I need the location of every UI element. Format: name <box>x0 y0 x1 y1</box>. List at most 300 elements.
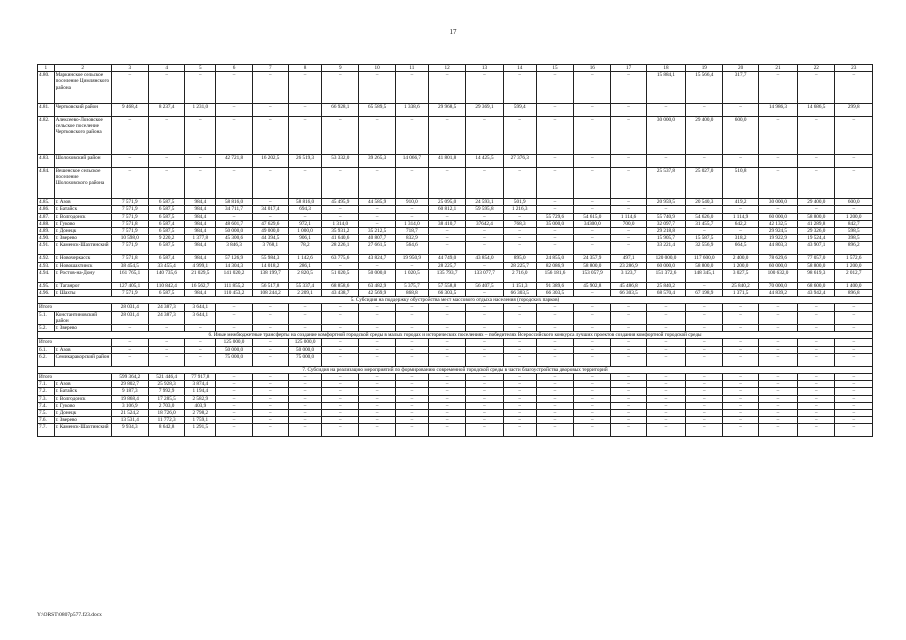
table-cell: – <box>723 381 758 388</box>
row-name: г. Зверево <box>54 417 111 424</box>
table-cell: 25 537,8 <box>646 167 685 199</box>
table-cell: – <box>322 402 359 409</box>
table-row <box>38 282 873 289</box>
table-cell: – <box>216 417 252 424</box>
table-cell: 16 202,5 <box>252 154 288 167</box>
column-header: 22 <box>798 65 835 72</box>
table-cell: 906,1 <box>288 235 321 242</box>
table-cell: – <box>536 72 573 104</box>
table-cell: – <box>574 154 611 167</box>
table-cell: – <box>835 325 873 332</box>
table-cell: – <box>574 402 611 409</box>
table-cell: – <box>686 325 723 332</box>
table-cell: – <box>686 374 723 381</box>
row-name: Алексеево-Лозовское сельское поселение Чертковского района <box>54 116 111 154</box>
table-cell: 14 425,5 <box>466 154 503 167</box>
table-cell: 34 017,4 <box>252 206 288 213</box>
row-number: 4.80. <box>38 72 55 104</box>
table-cell: – <box>503 410 536 417</box>
table-cell: – <box>288 410 321 417</box>
table-cell: – <box>574 424 611 437</box>
table-cell: – <box>686 402 723 409</box>
table-cell: – <box>395 410 428 417</box>
table-cell: – <box>798 346 835 353</box>
table-cell: – <box>216 304 252 311</box>
table-cell: 55 984,3 <box>252 255 288 262</box>
table-cell: 8 642,8 <box>148 424 184 437</box>
table-cell: – <box>646 410 685 417</box>
table-cell: – <box>611 116 646 154</box>
table-cell: – <box>252 410 288 417</box>
row-number: 4.89. <box>38 228 55 235</box>
table-cell: – <box>111 346 148 353</box>
table-cell: – <box>536 304 573 311</box>
row-name: г. Батайск <box>54 388 111 395</box>
section-heading: 5. Субсидия на поддержку обустройства мест массового отдыха населения (городских парков) <box>38 297 873 304</box>
row-number: 7.6. <box>38 417 55 424</box>
table-cell: – <box>758 154 797 167</box>
table-cell: 43 854,0 <box>466 255 503 262</box>
table-cell: – <box>611 325 646 332</box>
table-cell: – <box>536 154 573 167</box>
table-cell: – <box>686 154 723 167</box>
table-cell: – <box>428 381 465 388</box>
table-cell: – <box>466 395 503 402</box>
table-cell: – <box>574 417 611 424</box>
table-cell: – <box>466 262 503 269</box>
table-cell: 44 585,9 <box>359 199 395 206</box>
table-cell: – <box>395 381 428 388</box>
row-number: 4.95. <box>38 282 55 289</box>
table-cell: – <box>686 388 723 395</box>
table-cell: – <box>252 167 288 199</box>
table-cell: – <box>288 311 321 324</box>
table-cell: – <box>574 304 611 311</box>
table-cell: 151 372,6 <box>646 269 685 282</box>
table-cell: 125 000,0 <box>216 339 252 346</box>
table-cell: – <box>428 402 465 409</box>
table-cell: – <box>536 116 573 154</box>
table-cell: – <box>428 353 465 366</box>
column-header: 17 <box>611 65 646 72</box>
table-cell: 51 020,5 <box>322 269 359 282</box>
table-cell: – <box>395 325 428 332</box>
table-cell: – <box>611 199 646 206</box>
table-cell: 664,5 <box>723 242 758 255</box>
table-row <box>38 262 873 269</box>
table-cell: – <box>216 374 252 381</box>
total-row <box>38 304 873 311</box>
table-cell: 42 721,8 <box>216 154 252 167</box>
table-cell: 66 303,5 <box>611 290 646 297</box>
table-cell: 27 661,5 <box>359 242 395 255</box>
row-number: 4.96. <box>38 290 55 297</box>
table-cell: 18 726,0 <box>148 410 184 417</box>
table-cell: – <box>359 72 395 104</box>
table-cell: – <box>359 339 395 346</box>
row-number: 4.83. <box>38 154 55 167</box>
table-cell: 50 000,0 <box>216 228 252 235</box>
table-cell: – <box>322 388 359 395</box>
table-cell: 48 601,7 <box>216 220 252 227</box>
table-cell: 3 874,4 <box>185 381 216 388</box>
table-cell: 1 142,6 <box>288 255 321 262</box>
table-cell: – <box>395 213 428 220</box>
table-cell: – <box>611 154 646 167</box>
table-cell: 7 992,9 <box>148 388 184 395</box>
table-cell: – <box>466 417 503 424</box>
table-cell: – <box>466 116 503 154</box>
table-cell: 3 644,1 <box>185 304 216 311</box>
table-cell: 600,0 <box>835 199 873 206</box>
table-cell: 19 524,4 <box>798 235 835 242</box>
table-cell: – <box>503 228 536 235</box>
table-cell: – <box>574 395 611 402</box>
table-cell: – <box>216 311 252 324</box>
row-name: г. Азов <box>54 381 111 388</box>
table-cell: – <box>428 417 465 424</box>
table-cell: – <box>758 402 797 409</box>
table-cell: – <box>646 388 685 395</box>
table-cell: 910,0 <box>395 199 428 206</box>
table-cell: 120 000,0 <box>646 255 685 262</box>
table-row <box>38 242 873 255</box>
row-number: 4.88. <box>38 220 55 227</box>
table-cell: 1 216,3 <box>503 206 536 213</box>
table-cell: – <box>359 353 395 366</box>
table-cell: – <box>611 235 646 242</box>
table-cell: 13 531,4 <box>111 417 148 424</box>
table-cell: – <box>252 103 288 116</box>
table-cell: – <box>798 388 835 395</box>
table-cell: – <box>503 213 536 220</box>
table-cell: 29 802,7 <box>111 381 148 388</box>
table-cell: – <box>574 103 611 116</box>
table-cell: – <box>536 242 573 255</box>
table-cell: – <box>466 353 503 366</box>
table-cell: – <box>798 72 835 104</box>
table-cell: 68 600,0 <box>798 282 835 289</box>
table-cell: 3 846,3 <box>216 242 252 255</box>
table-cell: 868,8 <box>395 290 428 297</box>
table-cell: – <box>466 242 503 255</box>
header-row <box>38 65 873 72</box>
table-cell: – <box>646 417 685 424</box>
table-cell: – <box>503 395 536 402</box>
row-number: 7.4. <box>38 402 55 409</box>
column-header: 13 <box>466 65 503 72</box>
table-cell: – <box>723 353 758 366</box>
table-cell: – <box>322 304 359 311</box>
column-header: 19 <box>686 65 723 72</box>
table-cell: – <box>322 213 359 220</box>
table-cell: 50 000,0 <box>216 346 252 353</box>
table-cell: – <box>148 325 184 332</box>
table-cell: – <box>686 410 723 417</box>
table-cell: – <box>686 353 723 366</box>
table-cell: – <box>359 346 395 353</box>
table-row <box>38 167 873 199</box>
table-cell: 299,8 <box>835 103 873 116</box>
table-cell: – <box>758 410 797 417</box>
table-cell: 49 000,0 <box>252 228 288 235</box>
table-cell: 31 455,7 <box>686 220 723 227</box>
table-cell: – <box>503 353 536 366</box>
row-name: г. Каменск-Шахтинский <box>54 424 111 437</box>
table-cell: 100 632,0 <box>758 269 797 282</box>
table-cell: 2 209,1 <box>288 290 321 297</box>
table-cell: – <box>723 395 758 402</box>
row-name: г. Зверево <box>54 325 111 332</box>
table-cell: 6 587,4 <box>148 255 184 262</box>
table-cell: 24 387,3 <box>148 304 184 311</box>
table-cell: 60 812,1 <box>428 206 465 213</box>
table-cell: – <box>798 410 835 417</box>
table-cell: – <box>359 220 395 227</box>
table-cell: – <box>288 424 321 437</box>
table-cell: 6 587,5 <box>148 199 184 206</box>
table-cell: 6 587,5 <box>148 213 184 220</box>
table-cell: 7 571,8 <box>111 255 148 262</box>
table-cell: – <box>503 402 536 409</box>
table-cell: 984,4 <box>185 228 216 235</box>
table-cell: – <box>395 167 428 199</box>
table-cell: 58 800,0 <box>686 262 723 269</box>
table-cell: – <box>216 395 252 402</box>
table-cell: – <box>835 311 873 324</box>
table-cell: – <box>503 167 536 199</box>
row-number: 6.2. <box>38 353 55 366</box>
table-cell: – <box>758 374 797 381</box>
table-cell: – <box>111 167 148 199</box>
table-cell: – <box>216 72 252 104</box>
table-cell: 37642,4 <box>466 220 503 227</box>
table-cell: – <box>185 167 216 199</box>
table-cell: – <box>723 228 758 235</box>
table-cell: 2 400,0 <box>723 255 758 262</box>
table-cell: 2 820,5 <box>288 269 321 282</box>
table-cell: – <box>185 353 216 366</box>
table-cell: – <box>646 206 685 213</box>
table-cell: 33 221,4 <box>646 242 685 255</box>
table-cell: – <box>395 402 428 409</box>
table-cell: – <box>288 388 321 395</box>
table-cell: – <box>611 103 646 116</box>
table-cell: – <box>395 395 428 402</box>
table-cell: – <box>723 388 758 395</box>
table-cell: 1 200,0 <box>835 262 873 269</box>
table-cell: 30 000,0 <box>758 199 797 206</box>
table-cell: – <box>288 395 321 402</box>
table-row <box>38 206 873 213</box>
section-heading: 6. Иные межбюджетные трансферты на создание комфортной городской среды в малых городах и исторических поселениях – победителях Всероссийского конкурса лучших проектов создания комфортной городской среды <box>38 332 873 339</box>
column-header: 4 <box>148 65 184 72</box>
table-cell: – <box>611 72 646 104</box>
table-cell: 6 587,5 <box>148 290 184 297</box>
table-cell: – <box>288 167 321 199</box>
table-cell: – <box>359 262 395 269</box>
table-cell: 25 928,3 <box>148 381 184 388</box>
table-cell: 984,4 <box>185 220 216 227</box>
table-cell: 2 012,7 <box>835 269 873 282</box>
row-name: Шолоховский район <box>54 154 111 167</box>
table-cell: 44 839,2 <box>758 290 797 297</box>
column-header: 15 <box>536 65 573 72</box>
table-cell: – <box>611 381 646 388</box>
table-cell: – <box>835 339 873 346</box>
row-number: 7.2. <box>38 388 55 395</box>
table-cell: – <box>216 167 252 199</box>
table-cell: 54 626,0 <box>686 213 723 220</box>
table-cell: 58 816,0 <box>216 199 252 206</box>
table-cell: – <box>536 388 573 395</box>
table-cell: – <box>835 388 873 395</box>
table-cell: – <box>646 311 685 324</box>
table-cell: 140 735,6 <box>148 269 184 282</box>
table-cell: 66 928,1 <box>322 103 359 116</box>
table-cell: – <box>322 346 359 353</box>
table-cell: – <box>536 381 573 388</box>
table-cell: 318,2 <box>723 235 758 242</box>
table-cell: 40 807,7 <box>359 235 395 242</box>
table-cell: – <box>395 374 428 381</box>
table-cell: – <box>536 410 573 417</box>
table-cell: – <box>111 116 148 154</box>
table-cell: 29 369,1 <box>466 103 503 116</box>
table-cell: – <box>723 206 758 213</box>
table-cell: 642,2 <box>723 220 758 227</box>
table-cell: – <box>835 167 873 199</box>
table-row <box>38 255 873 262</box>
table-cell: 135 793,7 <box>428 269 465 282</box>
table-cell: – <box>758 339 797 346</box>
table-cell: – <box>798 395 835 402</box>
table-cell: – <box>466 290 503 297</box>
table-cell: – <box>322 116 359 154</box>
table-cell: 29 924,5 <box>758 228 797 235</box>
column-header: 14 <box>503 65 536 72</box>
table-cell: – <box>758 395 797 402</box>
table-cell: 7 571,9 <box>111 199 148 206</box>
table-cell: – <box>574 410 611 417</box>
table-cell: – <box>428 235 465 242</box>
table-cell: – <box>798 116 835 154</box>
table-cell: 2 798,2 <box>185 410 216 417</box>
table-cell: – <box>686 282 723 289</box>
table-cell: 42 132,5 <box>758 220 797 227</box>
table-cell: 1 231,0 <box>185 103 216 116</box>
table-cell: 419,2 <box>723 199 758 206</box>
table-cell: – <box>798 167 835 199</box>
table-cell: – <box>686 381 723 388</box>
table-cell: – <box>536 395 573 402</box>
row-name: г. Гуково <box>54 402 111 409</box>
section-heading-row <box>38 297 873 304</box>
table-cell: 21 029,5 <box>185 269 216 282</box>
table-cell: – <box>322 167 359 199</box>
table-cell: – <box>359 213 395 220</box>
table-cell: – <box>574 242 611 255</box>
table-cell: – <box>428 311 465 324</box>
table-cell: 43 907,1 <box>798 242 835 255</box>
table-cell: – <box>758 206 797 213</box>
table-cell: – <box>611 206 646 213</box>
table-row <box>38 424 873 437</box>
table-cell: 598,5 <box>835 228 873 235</box>
table-cell: 54 615,0 <box>574 213 611 220</box>
table-cell: – <box>646 339 685 346</box>
table-cell: 29 400,0 <box>686 116 723 154</box>
table-cell: – <box>395 346 428 353</box>
table-cell: 7 571,9 <box>111 242 148 255</box>
table-cell: – <box>322 339 359 346</box>
table-cell: – <box>466 374 503 381</box>
table-cell: – <box>466 339 503 346</box>
table-cell: – <box>536 402 573 409</box>
table-cell: 6 587,5 <box>148 206 184 213</box>
table-cell: 10 598,0 <box>111 235 148 242</box>
table-cell: – <box>835 154 873 167</box>
table-cell: – <box>611 417 646 424</box>
table-cell: – <box>359 381 395 388</box>
table-cell: – <box>428 116 465 154</box>
budget-table <box>37 64 873 437</box>
table-cell: – <box>185 339 216 346</box>
table-cell: 984,4 <box>185 213 216 220</box>
table-cell: 984,4 <box>185 290 216 297</box>
table-cell: 14 018,2 <box>252 262 288 269</box>
table-cell: 35 212,5 <box>359 228 395 235</box>
row-number: 7.1. <box>38 381 55 388</box>
table-cell: 9 934,3 <box>111 424 148 437</box>
table-cell: 7 571,9 <box>111 228 148 235</box>
table-row <box>38 311 873 324</box>
table-cell: 43 824,7 <box>359 255 395 262</box>
table-cell: – <box>723 325 758 332</box>
table-cell: 35 931,2 <box>322 228 359 235</box>
table-cell: – <box>503 424 536 437</box>
table-cell: 19 922,9 <box>758 235 797 242</box>
table-cell: – <box>359 206 395 213</box>
table-cell: 68 858,6 <box>322 282 359 289</box>
table-cell: 600,0 <box>723 116 758 154</box>
table-cell: – <box>395 311 428 324</box>
table-row <box>38 353 873 366</box>
table-cell: – <box>503 311 536 324</box>
table-cell: 497,1 <box>611 255 646 262</box>
table-cell: – <box>395 304 428 311</box>
column-header: 9 <box>322 65 359 72</box>
table-cell: 3 123,7 <box>611 269 646 282</box>
row-name: г. Таганрог <box>54 282 111 289</box>
table-cell: – <box>574 388 611 395</box>
table-cell: – <box>835 417 873 424</box>
table-cell: – <box>536 103 573 116</box>
table-cell: 32 097,7 <box>646 220 685 227</box>
table-cell: – <box>798 154 835 167</box>
table-cell: – <box>252 311 288 324</box>
table-cell: 60 000,0 <box>758 213 797 220</box>
table-cell: – <box>686 417 723 424</box>
row-name: Чертковский район <box>54 103 111 116</box>
table-cell: – <box>185 325 216 332</box>
table-cell: – <box>798 424 835 437</box>
table-cell: – <box>252 424 288 437</box>
table-cell: 317,7 <box>723 72 758 104</box>
table-cell: – <box>536 339 573 346</box>
table-cell: 63 775,6 <box>322 255 359 262</box>
row-number: 4.92. <box>38 255 55 262</box>
